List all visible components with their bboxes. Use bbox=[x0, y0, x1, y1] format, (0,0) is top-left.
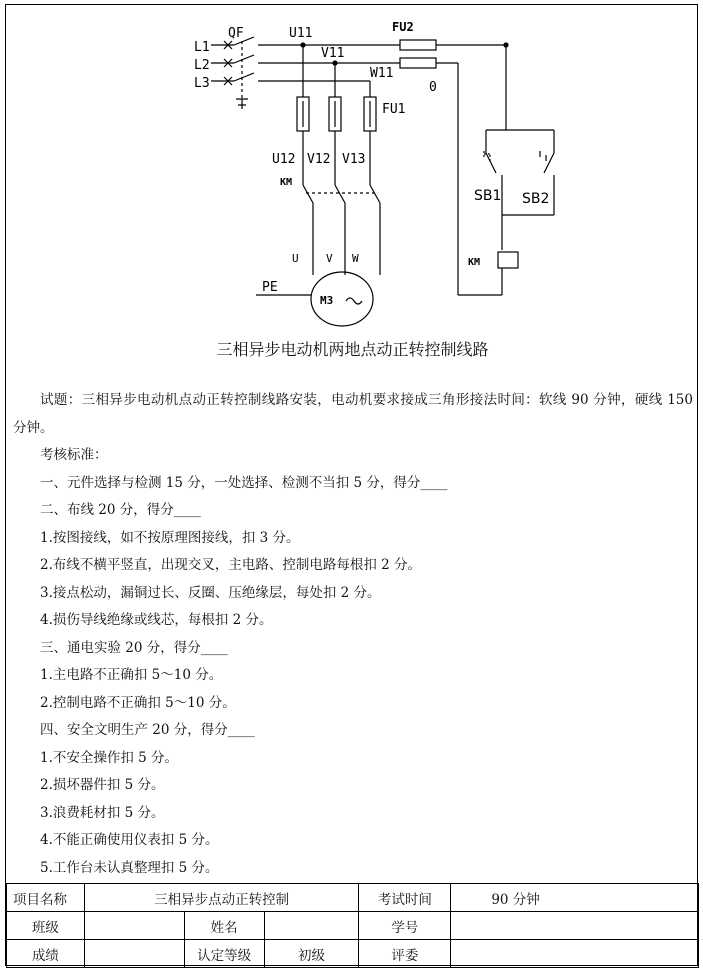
fuse-fu1-icon bbox=[297, 97, 376, 131]
label-w: W bbox=[352, 252, 359, 265]
label-pe: PE bbox=[262, 280, 278, 295]
project-value: 三相异步点动正转控制 bbox=[84, 884, 359, 912]
exam-question: 试题：三相异步电动机点动正转控制线路安装，电动机要求接成三角形接法时间：软线 90 分钟，硬线 150 分钟。 bbox=[13, 392, 693, 436]
label-v13: V13 bbox=[342, 152, 366, 167]
contactor-main-contacts-icon bbox=[303, 185, 380, 203]
judge-value[interactable] bbox=[451, 940, 699, 968]
label-v12: V12 bbox=[307, 152, 331, 167]
label-zero: 0 bbox=[429, 80, 437, 95]
exam-content bbox=[13, 387, 693, 882]
id-label: 学号 bbox=[359, 912, 451, 940]
info-table bbox=[6, 883, 699, 968]
criteria-line: 2.损坏器件扣 5 分。 bbox=[40, 777, 165, 793]
criteria-line: 3.接点松动，漏铜过长、反圈、压绝缘层，每处扣 2 分。 bbox=[40, 584, 381, 601]
criteria-line: 4.损伤导线绝缘或线芯，每根扣 2 分。 bbox=[40, 612, 273, 628]
label-km-main: KM bbox=[280, 177, 293, 188]
criteria-line: 5.工作台未认真整理扣 5 分。 bbox=[40, 859, 219, 876]
label-u12: U12 bbox=[272, 152, 296, 167]
score-value[interactable] bbox=[84, 940, 184, 968]
criteria-line: 1.按图接线，如不按原理图接线，扣 3 分。 bbox=[40, 529, 300, 546]
label-v11: V11 bbox=[321, 46, 345, 61]
name-value[interactable] bbox=[264, 912, 359, 940]
judge-label: 评委 bbox=[359, 940, 451, 968]
criteria-line: 二、布线 20 分，得分____ bbox=[40, 502, 201, 518]
pushbutton-sb1-icon bbox=[484, 151, 496, 173]
label-sb1: SB1 bbox=[474, 188, 502, 204]
label-fu2: FU2 bbox=[392, 20, 414, 34]
criteria-line: 四、安全文明生产 20 分，得分____ bbox=[40, 722, 255, 738]
criteria-line: 2.布线不横平竖直，出现交叉，主电路、控制电路每根扣 2 分。 bbox=[40, 557, 422, 573]
label-km-coil: KM bbox=[468, 257, 481, 268]
criteria-line: 1.不安全操作扣 5 分。 bbox=[40, 749, 179, 766]
diagram-caption: 三相异步电动机两地点动正转控制线路 bbox=[216, 340, 489, 359]
circuit-diagram bbox=[6, 5, 699, 375]
label-l2: L2 bbox=[194, 58, 210, 73]
breaker-qf-icon bbox=[211, 37, 254, 109]
label-v: V bbox=[326, 252, 333, 265]
criteria-line: 2.控制电路不正确扣 5～10 分。 bbox=[40, 694, 236, 711]
id-value[interactable] bbox=[451, 912, 699, 940]
label-w11: W11 bbox=[370, 66, 394, 81]
label-qf: QF bbox=[228, 26, 244, 41]
score-label: 成绩 bbox=[7, 940, 85, 968]
criteria-line: 三、通电实验 20 分，得分____ bbox=[40, 639, 228, 656]
table-row bbox=[7, 912, 699, 940]
label-u11: U11 bbox=[289, 26, 313, 41]
table-row bbox=[7, 884, 699, 912]
label-l1: L1 bbox=[194, 40, 210, 55]
criteria-line: 1.主电路不正确扣 5～10 分。 bbox=[40, 667, 223, 683]
contactor-coil-icon bbox=[498, 252, 518, 268]
time-label: 考试时间 bbox=[359, 884, 451, 912]
class-value[interactable] bbox=[84, 912, 184, 940]
class-label: 班级 bbox=[7, 912, 85, 940]
label-sb2: SB2 bbox=[522, 191, 550, 207]
label-l3: L3 bbox=[194, 76, 210, 91]
fuse-fu2-icon bbox=[400, 40, 436, 68]
project-label: 项目名称 bbox=[7, 884, 85, 912]
criteria-line: 3.浪费耗材扣 5 分。 bbox=[40, 804, 165, 821]
label-motor: M3 bbox=[320, 294, 334, 307]
label-fu1: FU1 bbox=[382, 102, 406, 117]
criteria-heading: 考核标准： bbox=[40, 447, 108, 463]
table-row bbox=[7, 940, 699, 968]
time-value: 90 分钟 bbox=[451, 884, 699, 912]
pushbutton-sb2-icon bbox=[540, 151, 554, 173]
label-u: U bbox=[292, 252, 299, 265]
exam-sheet bbox=[5, 4, 698, 966]
level-value: 初级 bbox=[264, 940, 359, 968]
level-label: 认定等级 bbox=[184, 940, 264, 968]
name-label: 姓名 bbox=[184, 912, 264, 940]
criteria-line: 4.不能正确使用仪表扣 5 分。 bbox=[40, 832, 219, 848]
criteria-line: 一、元件选择与检测 15 分，一处选择、检测不当扣 5 分，得分____ bbox=[40, 474, 448, 491]
